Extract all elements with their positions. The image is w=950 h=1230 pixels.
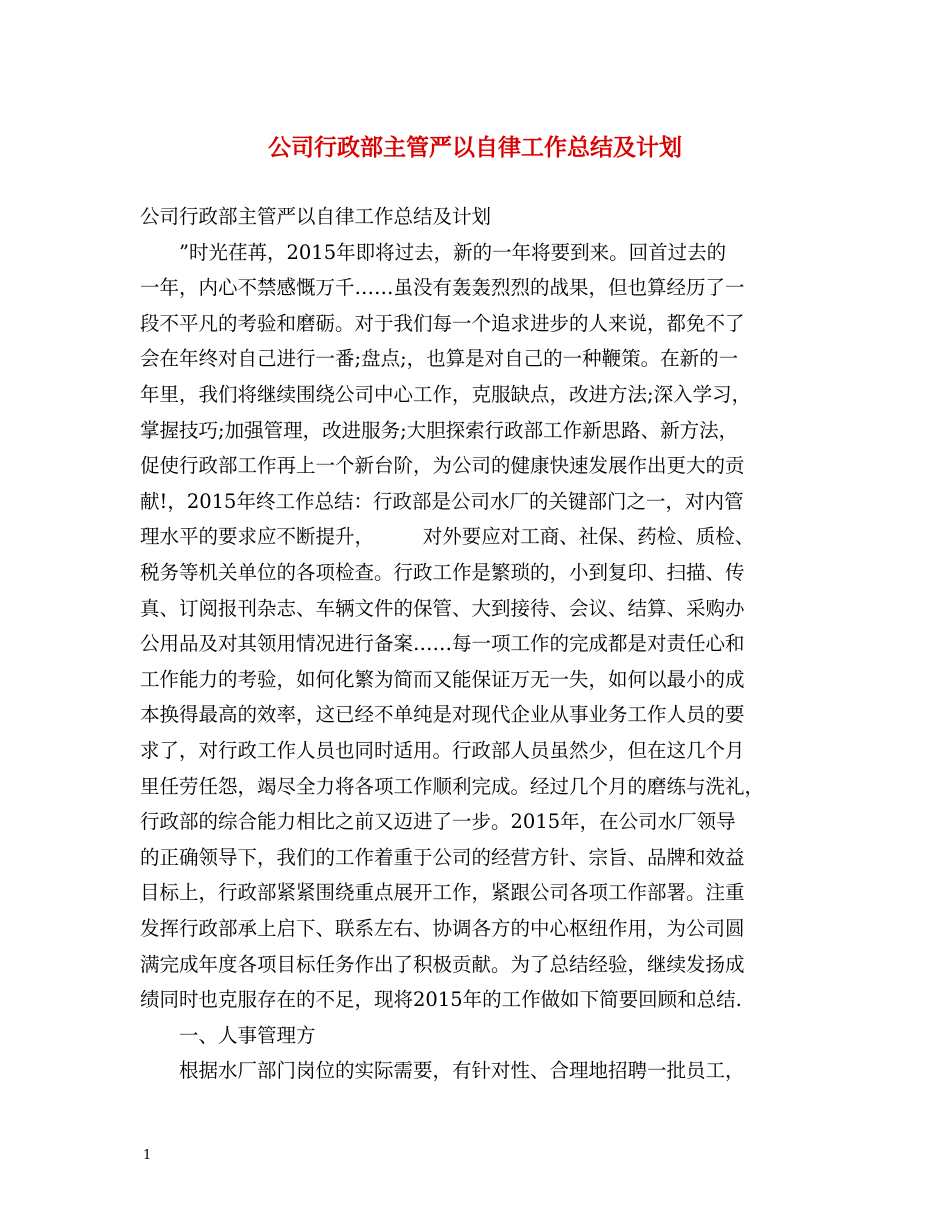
body-line: 绩同时也克服存在的不足，现将2015年的工作做如下简要回顾和总结. bbox=[140, 988, 742, 1012]
body-line: 工作能力的考验，如何化繁为简而又能保证万无一失，如何以最小的成 bbox=[140, 667, 745, 691]
body-line: 会在年终对自己进行一番;盘点;，也算是对自己的一种鞭策。在新的一 bbox=[140, 347, 739, 371]
body-line: 掌握技巧;加强管理，改进服务;大胆探索行政部工作新思路、新方法， bbox=[140, 418, 739, 442]
body-line: 理水平的要求应不断提升， 对外要应对工商、社保、药检、质检、 bbox=[140, 525, 755, 549]
body-line: 一年，内心不禁感慨万千……虽没有轰轰烈烈的战果，但也算经历了一 bbox=[140, 276, 745, 300]
body-line: 的正确领导下，我们的工作着重于公司的经营方针、宗旨、品牌和效益 bbox=[140, 845, 745, 869]
body-line: 本换得最高的效率，这已经不单纯是对现代企业从事业务工作人员的要 bbox=[140, 703, 745, 727]
body-line: 促使行政部工作再上一个新台阶，为公司的健康快速发展作出更大的贡 bbox=[140, 454, 745, 478]
body-line: ”时光荏苒，2015年即将过去，新的一年将要到来。回首过去的 bbox=[140, 240, 727, 264]
document-title: 公司行政部主管严以自律工作总结及计划 bbox=[268, 134, 682, 161]
body-line: 段不平凡的考验和磨砺。对于我们每一个追求进步的人来说，都免不了 bbox=[140, 311, 745, 335]
body-line: 公用品及对其领用情况进行备案……每一项工作的完成都是对责任心和 bbox=[140, 632, 745, 656]
body-line: 一、人事管理方 bbox=[140, 1023, 316, 1047]
page-number: 1 bbox=[143, 1148, 152, 1163]
body-line: 目标上，行政部紧紧围绕重点展开工作，紧跟公司各项工作部署。注重 bbox=[140, 881, 745, 905]
body-line: 行政部的综合能力相比之前又迈进了一步。2015年，在公司水厂领导 bbox=[140, 810, 736, 834]
body-line: 真、订阅报刊杂志、车辆文件的保管、大到接待、会议、结算、采购办 bbox=[140, 596, 745, 620]
body-line: 献!，2015年终工作总结：行政部是公司水厂的关键部门之一，对内管 bbox=[140, 489, 744, 513]
body-line: 税务等机关单位的各项检查。行政工作是繁琐的，小到复印、扫描、传 bbox=[140, 561, 745, 584]
body-line: 公司行政部主管严以自律工作总结及计划 bbox=[140, 205, 492, 228]
body-line: 年里，我们将继续围绕公司中心工作，克服缺点，改进方法;深入学习， bbox=[140, 383, 752, 406]
body-line: 根据水厂部门岗位的实际需要，有针对性、合理地招聘一批员工， bbox=[140, 1059, 745, 1083]
body-line: 里任劳任怨，竭尽全力将各项工作顺利完成。经过几个月的磨练与洗礼， bbox=[140, 774, 765, 798]
body-line: 求了，对行政工作人员也同时适用。行政部人员虽然少，但在这几个月 bbox=[140, 739, 745, 762]
body-line: 满完成年度各项目标任务作出了积极贡献。为了总结经验，继续发扬成 bbox=[140, 952, 745, 976]
body-line: 发挥行政部承上启下、联系左右、协调各方的中心枢纽作用，为公司圆 bbox=[140, 917, 745, 940]
